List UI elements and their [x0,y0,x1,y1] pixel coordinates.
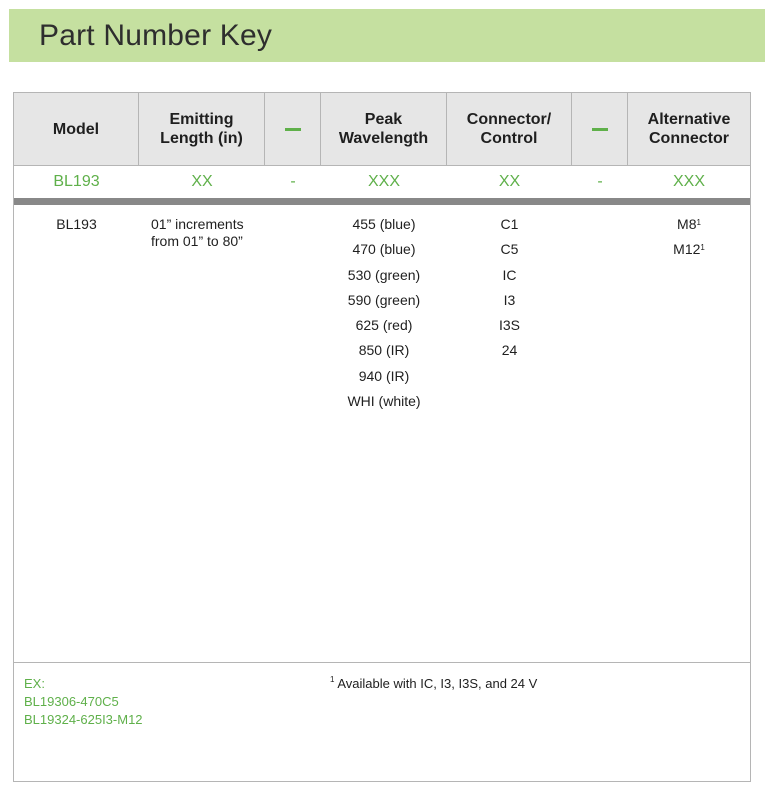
alt-connector-note: 1 [696,218,701,227]
header-alternative-connector [628,93,750,165]
wavelength-item: 470 (blue) [352,241,416,258]
page-title: Part Number Key [39,19,273,52]
alt-connector-item [628,214,750,239]
header-alt-line1: Alternative [647,111,731,128]
header-connector-line2: Control [480,130,538,147]
alt-connector-label: M8 [677,216,697,232]
emitting-column [151,214,271,250]
header-emitting-length [139,93,265,165]
footnote-marker: 1 [330,675,335,684]
table-footer [14,663,750,781]
connector-item: I3S [498,317,520,334]
examples-label: EX: [24,676,45,691]
model-column [14,214,139,239]
example-1: BL19306-470C5 [24,694,119,709]
header-emitting-line2: Length (in) [160,130,243,147]
wavelength-item: 940 (IR) [358,367,410,384]
dash-2-icon [592,128,608,131]
code-row [14,166,750,198]
code-peak: XXX [367,173,400,190]
connector-item: C5 [500,241,519,258]
part-number-table [13,92,751,782]
footnote-text: Available with IC, I3, I3S, and 24 V [334,676,538,691]
header-dash-1 [265,93,321,165]
options-body [14,205,750,662]
header-alt-line2: Connector [648,130,729,147]
footnote [330,676,537,691]
model-value: BL193 [56,216,97,232]
example-2: BL19324-625I3-M12 [24,712,143,727]
wavelength-item: 850 (IR) [358,342,410,359]
wavelength-item: 455 (blue) [352,216,416,232]
header-peak-line2: Wavelength [338,130,429,147]
dash-1-icon [285,128,301,131]
wavelength-item: 590 (green) [347,291,421,308]
header-peak-wavelength [321,93,447,165]
header-connector-line1: Connector/ [466,111,552,128]
header-model-label: Model [52,120,100,138]
wavelength-column [321,214,447,416]
alt-connector-column [628,214,750,265]
emitting-text-line1: 01” increments [151,216,244,232]
alt-connector-item [628,239,750,264]
connector-column [447,214,572,366]
code-connector: XX [498,173,521,190]
code-model: BL193 [53,173,100,190]
code-dash-2: - [597,173,603,190]
code-emitting: XX [191,173,213,190]
wavelength-item: WHI (white) [347,393,421,410]
title-banner [9,9,765,62]
wavelength-item: 625 (red) [355,317,413,334]
connector-item: IC [502,266,517,283]
code-dash-1: - [290,173,296,190]
connector-item: 24 [501,342,518,359]
wavelength-item: 530 (green) [347,266,421,283]
header-dash-2 [572,93,628,165]
connector-item: I3 [503,291,516,308]
alt-connector-note: 1 [700,243,705,253]
header-emitting-line1: Emitting [169,111,234,128]
header-connector-control [447,93,572,165]
examples-block [24,675,143,729]
header-peak-line1: Peak [364,111,403,128]
code-separator-bar [14,198,750,205]
header-model [14,93,139,165]
code-alt: XXX [672,173,705,190]
emitting-text-line2: from 01” to 80” [151,233,243,249]
alt-connector-label: M12 [673,241,701,258]
table-header-row [14,93,750,166]
connector-item: C1 [500,216,519,232]
